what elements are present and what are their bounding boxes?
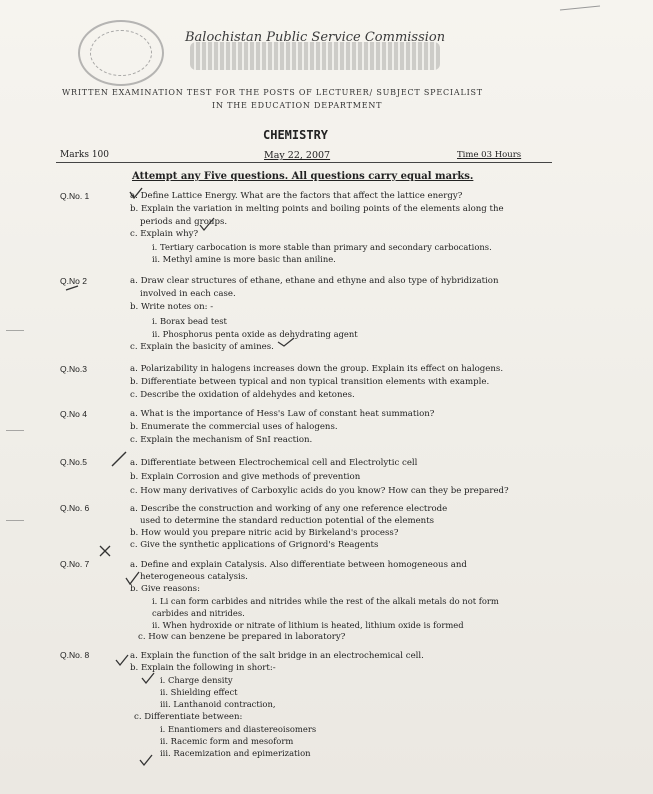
question-line: c. How many derivatives of Carboxylic acids do you know? How can they be prepared? [130,486,509,496]
sub-question: ii. Racemic form and mesoform [160,736,294,746]
question-line: c. Describe the oxidation of aldehydes and ketones. [130,390,355,400]
sub-question: ii. When hydroxide or nitrate of lithium is heated, lithium oxide is formed [152,620,464,630]
sub-question: ii. Methyl amine is more basic than aniline. [152,254,336,264]
question-line: c. Explain the mechanism of SnI reaction. [130,435,313,445]
question-line: a. Define Lattice Energy. What are the factors that affect the lattice energy? [130,191,463,201]
question-line: b. How would you prepare nitric acid by Birkeland's process? [130,528,399,538]
question-label: Q.No. 6 [60,503,90,513]
question-label: Q.No 2 [60,276,87,286]
question-line: a. Describe the construction and working of any one reference electrode [130,504,448,514]
sub-question: i. Borax bead test [152,316,227,326]
sub-question: carbides and nitrides. [152,608,245,618]
question-line: periods and groups. [140,217,228,227]
question-line: a. Define and explain Catalysis. Also differentiate between homogeneous and [130,560,467,570]
question-label: Q.No. 7 [60,559,90,569]
question-label: Q.No. 1 [60,191,90,201]
question-line: c. Explain why? [130,229,199,239]
sub-question: iii. Lanthanoid contraction, [160,699,276,709]
margin-mark [6,330,24,331]
question-line: c. Differentiate between: [134,712,243,722]
question-line: heterogeneous catalysis. [140,572,248,582]
sub-question: ii. Phosphorus penta oxide as dehydrating agent [152,329,358,339]
sub-question: i. Li can form carbides and nitrides while the rest of the alkali metals do not form [152,596,499,606]
exam-date: May 22, 2007 [264,150,331,161]
question-line: b. Differentiate between typical and non typical transition elements with example. [130,377,490,387]
question-line: involved in each case. [140,289,236,299]
question-label: Q.No. 8 [60,650,90,660]
exam-subtitle-line2: IN THE EDUCATION DEPARTMENT [212,101,383,110]
question-line: a. Draw clear structures of ethane, ethane and ethyne and also type of hybridization [130,276,499,286]
question-label: Q.No.3 [60,364,87,374]
question-line: b. Explain the variation in melting points and boiling points of the elements along the [130,204,504,214]
question-line: b. Explain the following in short:- [130,663,276,673]
question-label: Q.No.5 [60,457,87,467]
question-line: b. Explain Corrosion and give methods of prevention [130,472,361,482]
instructions: Attempt any Five questions. All questions carry equal marks. [132,171,474,182]
question-line: used to determine the standard reduction potential of the elements [140,516,435,526]
question-line: c. How can benzene be prepared in laboratory? [138,632,346,642]
exam-subtitle-line1: WRITTEN EXAMINATION TEST FOR THE POSTS OF LECTURER/ SUBJECT SPECIALIST [62,88,483,97]
margin-mark [6,520,24,521]
sub-question: i. Tertiary carbocation is more stable than primary and secondary carbocations. [152,242,492,252]
question-line: a. Explain the function of the salt bridge in an electrochemical cell. [130,651,424,661]
sub-question: i. Enantiomers and diastereoisomers [160,724,317,734]
question-line: b. Give reasons: [130,584,200,594]
sub-question: i. Charge density [160,675,233,685]
commission-name: Balochistan Public Service Commission [185,30,446,45]
sub-question: ii. Shielding effect [160,687,238,697]
question-line: b. Enumerate the commercial uses of halogens. [130,422,338,432]
question-line: a. Polarizability in halogens increases down the group. Explain its effect on halogens. [130,364,504,374]
question-line: a. What is the importance of Hess's Law of constant heat summation? [130,409,435,419]
question-line: b. Write notes on: - [130,302,214,312]
exam-time: Time 03 Hours [457,150,522,160]
question-line: c. Explain the basicity of amines. [130,342,274,352]
margin-mark [6,430,24,431]
subject-title: CHEMISTRY [263,128,329,142]
question-label: Q.No 4 [60,409,87,419]
question-line: a. Differentiate between Electrochemical cell and Electrolytic cell [130,458,418,468]
question-line: c. Give the synthetic applications of Grignord's Reagents [130,540,379,550]
total-marks: Marks 100 [60,150,109,160]
sub-question: iii. Racemization and epimerization [160,748,311,758]
